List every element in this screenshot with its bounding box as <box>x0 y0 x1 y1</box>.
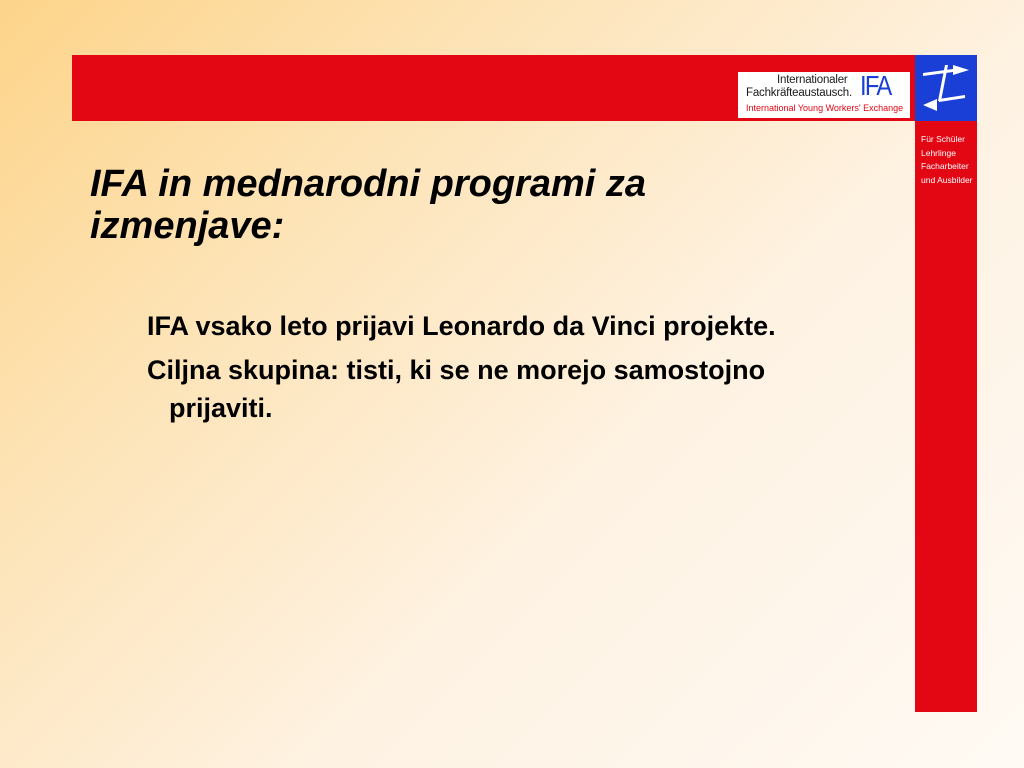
logo-ifa-mark: IFA <box>860 70 891 101</box>
logo-text-line2: Fachkräfteaustausch. <box>746 87 852 99</box>
sidebar-tagline <box>921 133 973 187</box>
sidebar-line: Facharbeiter <box>921 161 969 171</box>
sidebar-line: Lehrlinge <box>921 147 956 158</box>
logo-emblem <box>915 55 977 121</box>
sidebar-line: und Ausbilder <box>921 174 973 185</box>
sidebar-strip <box>915 121 977 712</box>
ifa-logo <box>738 72 910 118</box>
logo-text-line3: International Young Workers' Exchange <box>746 103 904 113</box>
flag-arrows-icon <box>915 55 977 121</box>
sidebar-line: Für Schüler <box>921 134 965 144</box>
bullet-item: Ciljna skupina: tisti, ki se ne morejo samostojno prijaviti. <box>147 355 766 423</box>
bullet-item: IFA vsako leto prijavi Leonardo da Vinci projekte. <box>147 311 776 341</box>
slide-title: IFA in mednarodni programi za izmenjave: <box>90 163 646 247</box>
bullet-list <box>147 307 867 433</box>
logo-text-line1: Internationaler <box>777 74 848 86</box>
